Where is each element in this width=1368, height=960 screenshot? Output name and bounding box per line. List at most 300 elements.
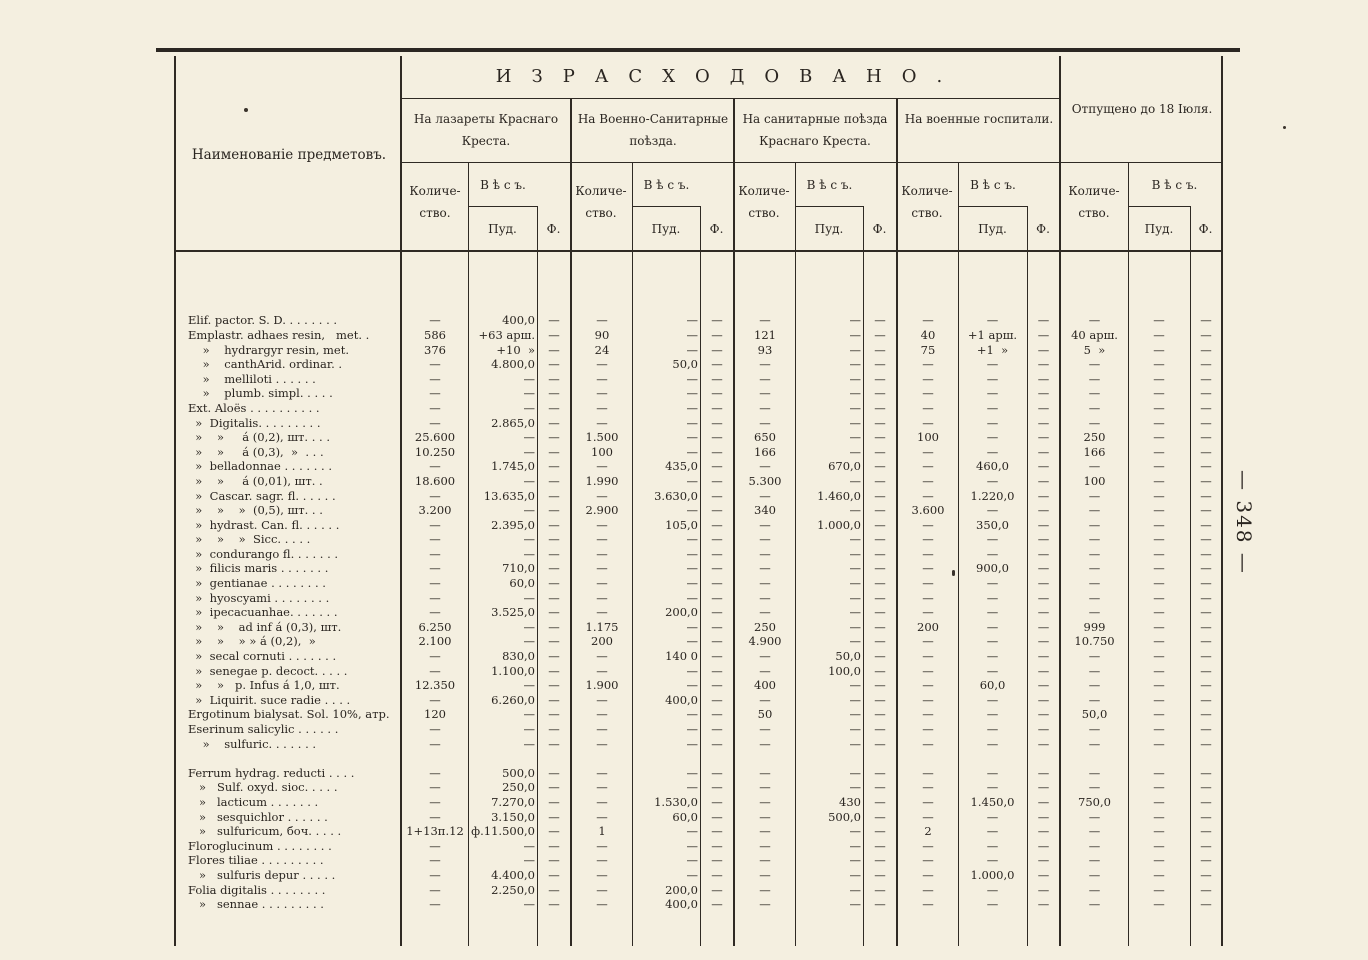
table-cell: — [1200,663,1212,678]
table-cell: — [986,809,999,824]
table-cell: — [548,867,560,882]
table-cell: » » » (0,5), шт. . . [188,503,323,518]
table-cell: » senegae p. decoct. . . . . [188,663,348,678]
table-cell: — [711,634,723,649]
table-cell: — [849,576,861,591]
table-cell: — [922,634,934,649]
table-cell: 2.100 [418,634,452,649]
f-column [1191,255,1221,912]
table-cell [572,255,632,270]
table-cell: — [986,692,999,707]
table-cell: — [1037,430,1050,445]
table-cell: — [596,853,608,868]
table-cell: — [711,897,723,912]
table-cell: » Cascar. sagr. fl. . . . . . [188,488,336,503]
table-cell: — [1037,532,1050,547]
table-cell: Ergotinum bialysat. Sol. 10%, атр. [188,707,390,722]
table-cell: — [1200,794,1212,809]
table-cell: — [1153,473,1165,488]
table-cell: — [759,794,771,809]
table-cell: 1.000,0 [970,867,1015,882]
table-cell: — [1037,765,1050,780]
table-cell: — [1153,371,1165,386]
table-cell: — [1153,663,1165,678]
table-cell: — [1153,649,1165,664]
table-cell: — [523,634,535,649]
table-cell: 435,0 [665,459,698,474]
table-cell: — [1153,634,1165,649]
table-cell: — [711,532,723,547]
table-cell: — [686,707,698,722]
table-cell: 3.630,0 [654,488,698,503]
table-cell: — [596,663,608,678]
table-cell: — [429,765,441,780]
weight-header: В ѣ с ъ. [1151,178,1198,192]
table-cell: — [686,765,698,780]
table-cell: » ipecacuanhae. . . . . . . [188,605,338,620]
table-cell [538,751,570,766]
table-cell [572,270,632,285]
table-cell: 1.500 [585,430,619,445]
table-cell: — [1200,649,1212,664]
table-cell: — [711,882,723,897]
table-cell: — [1037,794,1050,809]
weight-header: В ѣ с ъ. [806,178,853,192]
table-cell: » Liquirit. suce radie . . . . [188,692,351,707]
table-cell: — [759,853,771,868]
table-cell: — [849,546,861,561]
table-cell: 121 [754,327,776,342]
table-cell: 120 [424,707,446,722]
table-cell [958,751,1027,766]
table-cell: — [922,357,934,372]
table-cell [1061,284,1128,299]
table-cell: — [922,444,934,459]
table-cell: — [711,692,723,707]
table-cell: — [874,707,886,722]
table-cell: — [1153,386,1165,401]
table-cell: — [922,561,934,576]
table-cell: — [548,415,560,430]
table-cell: — [1200,400,1212,415]
table-cell: — [849,765,861,780]
table-cell: — [874,342,886,357]
table-cell: — [429,663,441,678]
table-cell: — [548,794,560,809]
header-rule [632,206,701,207]
table-cell [1028,284,1059,299]
table-cell: — [1153,400,1165,415]
table-cell: — [596,532,608,547]
table-cell: — [548,765,560,780]
table-cell: — [1037,722,1050,736]
table-cell: — [986,503,999,518]
table-cell [538,255,570,270]
table-cell [1061,751,1128,766]
table-cell: — [1200,590,1212,605]
table-cell: — [429,415,441,430]
table-cell: — [711,678,723,693]
table-cell: — [711,576,723,591]
table-cell: — [1153,532,1165,547]
table-cell: — [686,546,698,561]
table-cell: — [686,838,698,853]
table-cell: — [429,649,441,664]
table-cell: 3.150,0 [491,809,535,824]
table-cell: — [686,400,698,415]
table-cell [898,255,958,270]
table-cell: — [1088,824,1101,839]
table-cell: Elif. pactor. S. D. . . . . . . . [188,313,338,328]
table-cell: — [874,430,886,445]
table-cell: — [1153,590,1165,605]
table-cell: — [429,809,441,824]
table-cell: 13.635,0 [483,488,535,503]
table-cell: — [1037,357,1050,372]
table-cell: — [429,576,441,591]
table-cell: — [429,736,441,751]
table-cell: — [922,794,934,809]
table-cell [864,751,896,766]
table-cell: 400,0 [665,897,698,912]
table-cell: — [1200,692,1212,707]
table-cell [1128,284,1190,299]
table-cell: — [596,605,608,620]
table-cell: — [711,546,723,561]
table-cell: — [1037,503,1050,518]
table-cell: 93 [757,342,773,357]
table-cell: — [1153,678,1165,693]
table-cell: » canthArid. ordinar. . [188,357,343,372]
table-cell: 400,0 [665,692,698,707]
table-cell: — [523,838,535,853]
table-cell: — [986,707,999,722]
table-cell: — [874,838,886,853]
table-cell: » sulfuricum, боч. . . . . [188,824,342,839]
table-cell: — [596,400,608,415]
table-cell: 100 [917,430,939,445]
table-cell: — [548,313,560,328]
table-cell [572,284,632,299]
table-cell: — [711,517,723,532]
table-cell: — [686,576,698,591]
table-cell: — [1200,342,1212,357]
table-cell: 650 [754,430,776,445]
qty-header: Количество. [575,184,627,220]
table-cell [402,255,468,270]
table-cell: — [548,327,560,342]
header-rule [958,206,1028,207]
table-cell: — [759,400,771,415]
table-cell: — [1037,561,1050,576]
table-cell: — [1088,692,1101,707]
table-cell: 60,0 [672,809,698,824]
f-header: Ф. [709,222,724,236]
table-cell [538,299,570,314]
table-cell: — [596,415,608,430]
table-cell: — [986,663,999,678]
table-cell: — [986,357,999,372]
qty-header: Количество. [409,184,461,220]
table-cell: — [849,692,861,707]
table-cell: — [596,590,608,605]
table-cell: — [922,605,934,620]
table-cell: — [596,736,608,751]
table-cell: 140 0 [665,649,698,664]
table-cell: — [986,576,999,591]
table-cell: — [1037,590,1050,605]
table-cell: — [1037,488,1050,503]
table-cell: — [986,386,999,401]
table-cell: » lacticum . . . . . . . [188,794,319,809]
table-cell: — [874,576,886,591]
header-bottom-rule [174,250,1223,252]
table-cell: — [849,415,861,430]
table-cell: — [1153,430,1165,445]
table-cell: — [1153,722,1165,736]
table-cell: — [1153,809,1165,824]
table-cell: — [1037,473,1050,488]
table-cell: — [1088,517,1101,532]
table-cell: — [849,400,861,415]
table-cell: 250 [754,619,776,634]
table-cell: — [1037,867,1050,882]
table-cell: — [849,605,861,620]
table-cell: — [548,897,560,912]
table-cell: ф.11.500,0 [471,824,535,839]
table-cell: — [548,853,560,868]
weight-header: В ѣ с ъ. [480,178,526,192]
table-cell: — [429,897,441,912]
table-cell: — [686,342,698,357]
table-cell: — [1200,459,1212,474]
table-cell: — [849,882,861,897]
table-cell: 25.600 [414,430,456,445]
table-cell: — [686,415,698,430]
table-cell: — [548,736,560,751]
table-cell: — [711,313,723,328]
table-cell: — [1153,765,1165,780]
table-cell: — [596,707,608,722]
table-cell: » Sulf. oxyd. sioc. . . . . [188,780,338,795]
table-cell: — [1153,444,1165,459]
table-cell [538,270,570,285]
table-cell: — [1037,400,1050,415]
table-cell: » » ad inf á (0,3), шт. [188,619,342,634]
table-cell: — [711,765,723,780]
table-cell: — [1200,809,1212,824]
table-cell: 500,0 [828,809,861,824]
table-cell: — [874,722,886,736]
table-cell: — [1200,897,1212,912]
table-cell: » » á (0,3), » . . . [188,444,324,459]
table-cell: — [874,809,886,824]
table-cell: 50,0 [672,357,698,372]
table-cell: 60,0 [509,576,535,591]
table-cell: » hyoscyami . . . . . . . . [188,590,330,605]
table-cell: — [523,473,535,488]
table-cell: — [922,386,934,401]
table-cell: — [686,532,698,547]
table-cell: — [548,780,560,795]
table-cell: — [686,678,698,693]
table-cell [864,270,896,285]
table-cell: — [849,838,861,853]
table-cell: — [596,838,608,853]
table-cell: — [874,371,886,386]
qty-column [402,255,468,912]
table-cell: 24 [594,342,610,357]
table-cell: — [1200,430,1212,445]
table-cell: — [1200,415,1212,430]
table-cell: Emplastr. adhaes resin, met. . [188,327,370,342]
table-cell: 1.530,0 [654,794,698,809]
table-cell: — [986,736,999,751]
table-cell: — [1200,503,1212,518]
table-cell: — [1037,736,1050,751]
table-cell: 200 [917,619,939,634]
table-cell: — [1200,824,1212,839]
table-cell: 166 [1083,444,1106,459]
table-cell [1128,299,1190,314]
table-cell: — [711,400,723,415]
table-cell: — [523,736,535,751]
table-cell: — [1200,678,1212,693]
pud-header: Пуд. [978,222,1007,236]
table-cell: 460,0 [976,459,1009,474]
table-cell: — [759,576,771,591]
table-cell [1061,270,1128,285]
qty-header: Количество. [738,184,790,220]
table-cell: — [922,867,934,882]
table-cell: — [1200,517,1212,532]
table-cell: — [1200,473,1212,488]
table-cell: — [759,517,771,532]
table-cell: 2.900 [585,503,619,518]
table-cell [898,299,958,314]
table-cell: — [759,692,771,707]
main-title: ИЗРАСХОДОВАНО. [495,66,963,87]
table-cell [701,270,733,285]
table-cell: — [1088,867,1101,882]
table-cell: » » p. Infus á 1,0, шт. [188,678,340,693]
table-cell: — [759,722,771,736]
table-cell: — [1200,722,1212,736]
table-cell: » » » » á (0,2), » [188,634,316,649]
table-cell: — [548,619,560,634]
header-rule [468,206,538,207]
table-cell: — [686,824,698,839]
group-header: На санитарные поѣзда Краснаго Креста. [742,112,888,148]
table-cell: — [429,780,441,795]
table-cell: — [874,882,886,897]
table-cell: » sulfuric. . . . . . . [188,736,317,751]
table-cell: — [874,503,886,518]
table-cell: — [523,532,535,547]
group-header: Отпущено до 18 Іюля. [1071,102,1213,116]
table-border-left [174,56,176,946]
header-rule [400,98,1060,99]
table-cell: 400 [754,678,776,693]
table-cell: — [922,722,934,736]
table-cell [898,270,958,285]
table-border-right [1221,56,1223,946]
table-cell: — [986,605,999,620]
table-cell: — [1153,707,1165,722]
table-cell: — [429,400,441,415]
table-cell: — [1088,809,1101,824]
table-cell [188,299,396,314]
table-cell: — [1200,605,1212,620]
table-cell: — [596,794,608,809]
table-cell: — [596,897,608,912]
table-cell: — [922,809,934,824]
table-cell: — [1088,722,1101,736]
table-cell: — [849,561,861,576]
table-cell [468,270,535,285]
table-cell: — [711,809,723,824]
table-cell: — [874,415,886,430]
table-cell: — [986,838,999,853]
table-cell: — [849,867,861,882]
table-cell [188,255,396,270]
table-cell: — [759,882,771,897]
table-cell: — [1200,444,1212,459]
table-cell: 376 [424,342,446,357]
table-cell: — [1037,576,1050,591]
table-cell: — [686,722,698,736]
table-cell [701,751,733,766]
table-cell: — [548,576,560,591]
table-cell: — [986,634,999,649]
table-cell: » » á (0,2), шт. . . . [188,430,331,445]
table-cell: — [523,371,535,386]
table-cell [958,255,1027,270]
table-cell: — [1088,649,1101,664]
table-cell: — [711,459,723,474]
qty-header: Количество. [901,184,953,220]
table-cell: — [1037,838,1050,853]
table-cell: 1+13п.12 [406,824,464,839]
table-cell: 12.350 [414,678,456,693]
table-cell [735,299,795,314]
table-cell: — [686,473,698,488]
table-cell: 1.220,0 [970,488,1015,503]
table-cell: — [922,882,934,897]
table-cell: — [596,546,608,561]
table-cell: 1.460,0 [817,488,861,503]
table-cell: — [429,838,441,853]
table-cell: — [1200,707,1212,722]
table-cell: 60,0 [979,678,1006,693]
table-cell: — [922,459,934,474]
table-cell: Ferrum hydrag. reducti . . . . [188,765,355,780]
table-cell: — [849,342,861,357]
table-cell: — [759,649,771,664]
table-cell: » sennae . . . . . . . . . [188,897,324,912]
table-cell: — [711,867,723,882]
table-cell: » » á (0,01), шт. . [188,473,323,488]
table-cell: — [874,824,886,839]
table-cell: — [849,736,861,751]
table-cell: — [1088,386,1101,401]
table-cell: — [596,488,608,503]
table-cell: — [1088,488,1101,503]
table-cell: — [759,765,771,780]
table-cell: — [922,371,934,386]
table-cell: — [986,532,999,547]
table-cell: — [1200,867,1212,882]
